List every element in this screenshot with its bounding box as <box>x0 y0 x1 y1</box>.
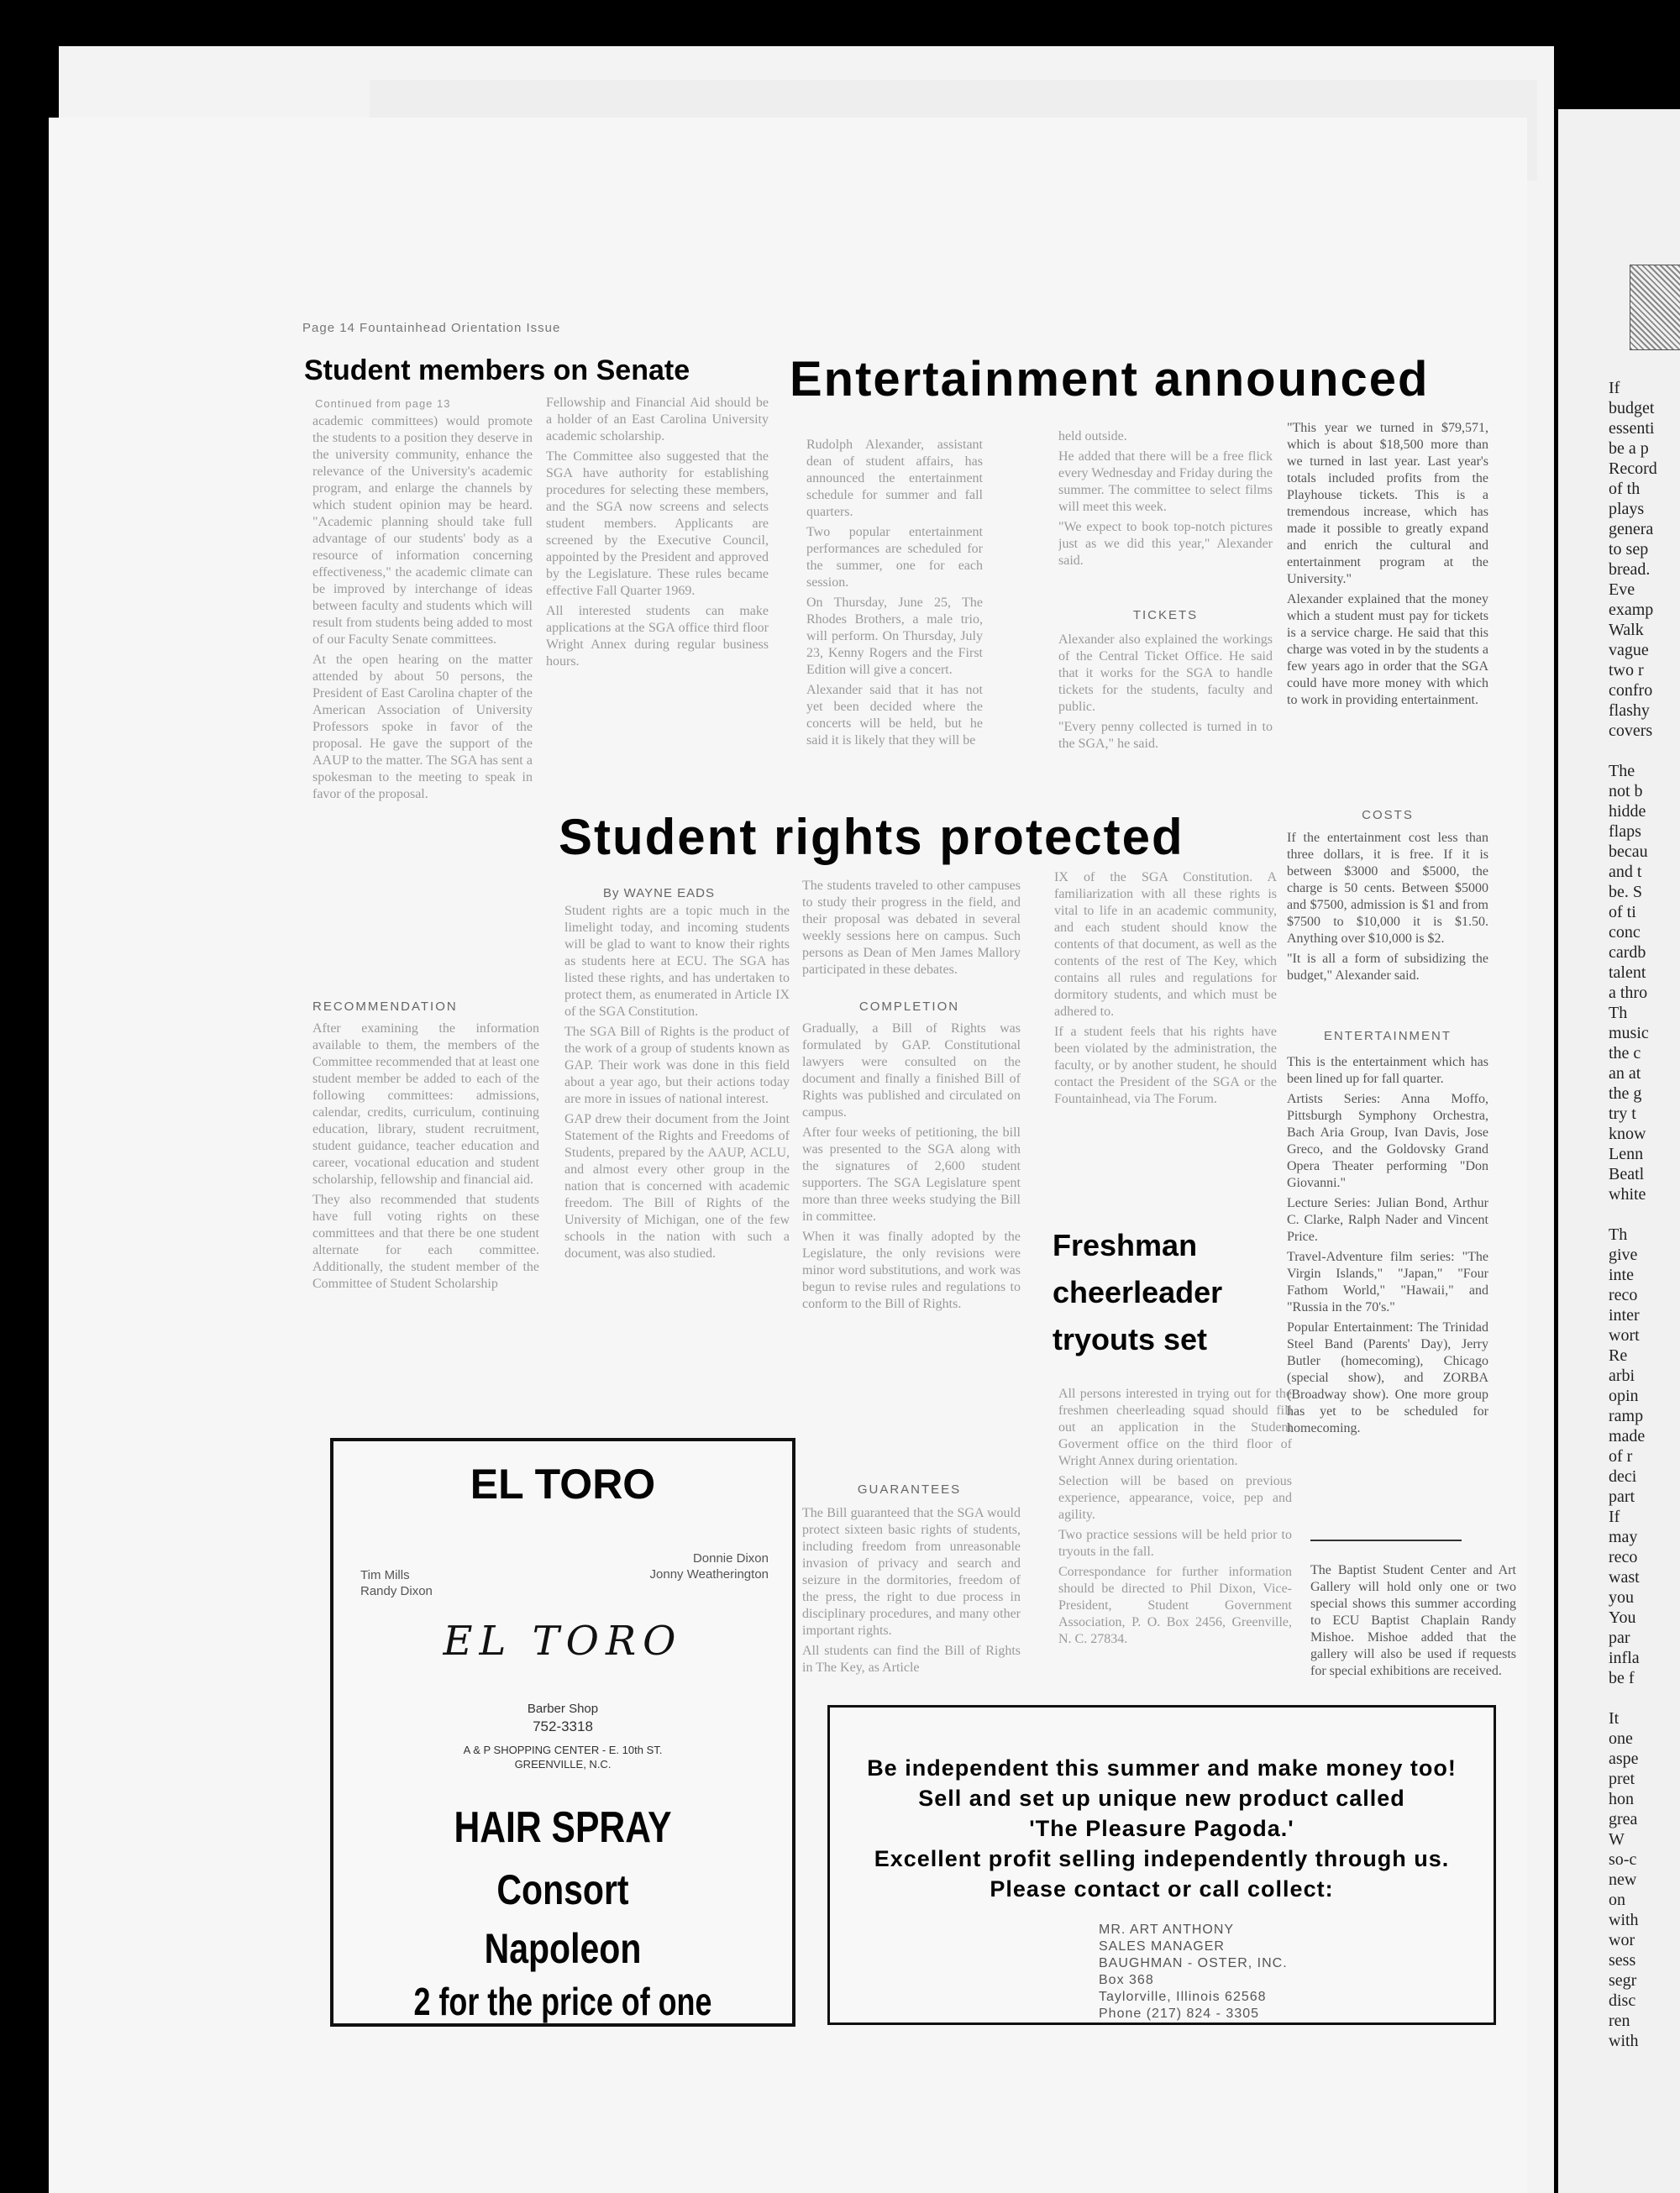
adjacent-text-line <box>1609 741 1680 761</box>
paragraph: Alexander also explained the workings of the Central Ticket Office. He said that it works for the SGA to handle tickets for the students, faculty and public. <box>1058 632 1273 714</box>
adjacent-text-line: try t <box>1609 1104 1636 1123</box>
paragraph: Two practice sessions will be held prior to tryouts in the fall. <box>1058 1528 1292 1559</box>
adjacent-text-line: a thro <box>1609 984 1648 1002</box>
shop-address: A & P SHOPPING CENTER - E. 10th ST. <box>463 1744 663 1756</box>
paragraph: Lecture Series: Julian Bond, Arthur C. Clarke, Ralph Nader and Vincent Price. <box>1287 1196 1488 1244</box>
rights-headline: Student rights protected <box>559 809 1184 865</box>
adjacent-text-line: budget <box>1609 399 1655 417</box>
paragraph: All interested students can make applications at the SGA office third floor Wright Annex during regular business hours. <box>546 604 769 669</box>
adjacent-text-line: with <box>1609 1911 1639 1929</box>
adjacent-text-line: deci <box>1609 1467 1637 1486</box>
adjacent-text-line: two r <box>1609 661 1644 679</box>
adjacent-text-line: examp <box>1609 601 1654 619</box>
adjacent-text-line: reco <box>1609 1286 1638 1304</box>
adjacent-text-line <box>1609 1688 1680 1708</box>
senate-column-1 <box>312 413 533 858</box>
adjacent-text-line: music <box>1609 1024 1649 1042</box>
adjacent-text-line: reco <box>1609 1548 1638 1566</box>
subhead-tickets: TICKETS <box>1132 608 1199 622</box>
pitch-line: Please contact or call collect: <box>990 1876 1334 1902</box>
paragraph: Travel-Adventure film series: "The Virgin Islands," "Japan," "Four Fathom World," "Hawaii," and "Russia in the 70's." <box>1287 1250 1488 1314</box>
adjacent-text-line: cardb <box>1609 943 1646 962</box>
shop-city: GREENVILLE, N.C. <box>514 1758 612 1771</box>
paragraph: Correspondance for further information should be directed to Phil Dixon, Vice-President, Student Government Association, P. O. Box 2456, Greenville, N. C. 27834. <box>1058 1565 1292 1646</box>
paragraph: The SGA Bill of Rights is the product of the work of a group of students known as GAP. Their work was done in this field about a year ago, but their actions today are more in issues of national interest. <box>564 1025 790 1106</box>
senate-column-1b <box>312 1020 539 1428</box>
paragraph: When it was finally adopted by the Legislature, the only revisions were minor word substitutions, and work was begun to revise rules and regulations to conform to the Bill of Rights. <box>802 1230 1021 1311</box>
paragraph: Fellowship and Financial Aid should be a holder of an East Carolina University academic scholarship. <box>546 396 769 443</box>
entertainment-column-2 <box>1058 428 1273 596</box>
adjacent-text-line: be f <box>1609 1669 1635 1687</box>
contact-line: Phone (217) 824 - 3305 <box>1099 2007 1260 2021</box>
paragraph: Gradually, a Bill of Rights was formulated by GAP. Constitutional lawyers were consulted on the document and finally a finished Bill of Rights was published and circulated on campus. <box>802 1021 1021 1120</box>
adjacent-text-line: part <box>1609 1487 1635 1506</box>
adjacent-text-line: grea <box>1609 1810 1638 1828</box>
adjacent-text-line: not b <box>1609 782 1643 800</box>
adjacent-text-line: an at <box>1609 1064 1641 1083</box>
paragraph: The Committee also suggested that the SGA have authority for establishing procedures for selecting these members, and the SGA now screens and selects student members. Applicants are screened by the Executive Council, appointed by the President and approved by the Legislature. These rules became effective Fall Quarter 1969. <box>546 449 769 598</box>
page-header: Page 14 Fountainhead Orientation Issue <box>302 321 561 335</box>
barber-name: Donnie Dixon <box>692 1551 769 1566</box>
adjacent-text-line: plays <box>1609 500 1645 518</box>
paragraph: IX of the SGA Constitution. A familiarization with all these rights is vital to life in an academic community, and each student should know the contents of that document, as well as the contents of the rest of The Key, which contains all rules and regulations for dormitory students, and which must be adhered to. <box>1054 870 1277 1019</box>
eltoro-ad <box>330 1438 795 2027</box>
barber-name: Randy Dixon <box>360 1584 433 1598</box>
adjacent-text-line: covers <box>1609 721 1653 740</box>
adjacent-text-line: Th <box>1609 1004 1628 1022</box>
adjacent-text-line: flashy <box>1609 701 1650 720</box>
adjacent-text-line: sess <box>1609 1951 1636 1970</box>
paragraph: If the entertainment cost less than three dollars, it is free. If it is between $3000 and $5000, the charge is 50 cents. Between $5000 and $7500, admission is $1 and from $7500 to $10,000 it is $1.50. Anything over $10,000 is $2. <box>1287 831 1488 946</box>
adjacent-text-line: to sep <box>1609 540 1649 559</box>
adjacent-text-line: may <box>1609 1528 1638 1546</box>
cheer-headline-line: tryouts set <box>1053 1322 1208 1356</box>
pagoda-pitch <box>830 1753 1494 1904</box>
baptist-brief <box>1310 1562 1516 1705</box>
adjacent-text-line: hidde <box>1609 802 1646 821</box>
paragraph: Popular Entertainment: The Trinidad Steel Band (Parents' Day), Jerry Butler (homecoming), Chicago (special show), and ZORBA (Broadway show). One more group has yet to be scheduled for homecoming. <box>1287 1320 1488 1435</box>
adjacent-text-line: Th <box>1609 1225 1628 1244</box>
adjacent-text-line: Re <box>1609 1346 1628 1365</box>
paragraph: GAP drew their document from the Joint Statement of the Rights and Freedoms of Students, prepared by the AAUP, ACLU, and almost every other group in the nation that is concerned with academic freedom. The Bill of Rights of the University of Michigan, one of the few schools in the nation with such a document, was also studied. <box>564 1112 790 1261</box>
pagoda-contact <box>1099 1922 1288 2022</box>
contact-line: MR. ART ANTHONY <box>1099 1923 1235 1937</box>
adjacent-text-line: genera <box>1609 520 1654 538</box>
subhead-completion: COMPLETION <box>858 999 960 1014</box>
shop-phone: 752-3318 <box>533 1718 593 1734</box>
contact-line: Taylorville, Illinois 62568 <box>1099 1990 1267 2004</box>
cheer-headline <box>1053 1222 1222 1363</box>
barbers-left <box>360 1567 433 1599</box>
adjacent-text-line: ren <box>1609 2012 1630 2030</box>
adjacent-text-line: know <box>1609 1125 1646 1143</box>
adjacent-text-line: bread. <box>1609 560 1651 579</box>
adjacent-text-line: W <box>1609 1830 1625 1849</box>
adjacent-text-line: disc <box>1609 1991 1636 2010</box>
adjacent-text-line: aspe <box>1609 1750 1639 1768</box>
adjacent-text-line: You <box>1609 1608 1636 1627</box>
adjacent-text-line: wort <box>1609 1326 1640 1345</box>
adjacent-text-line: Lenn <box>1609 1145 1644 1163</box>
contact-line: BAUGHMAN - OSTER, INC. <box>1099 1956 1288 1970</box>
pitch-line: Excellent profit selling independently through us. <box>874 1846 1450 1871</box>
adjacent-text-line: confro <box>1609 681 1653 700</box>
adjacent-text-lines <box>1609 378 1680 2051</box>
paragraph: held outside. <box>1058 429 1127 443</box>
paragraph: They also recommended that students have full voting rights on these committees and that there be one student alternate for each committee. Additionally, the student member of the Committee of Student Scholarship <box>312 1193 539 1291</box>
eltoro-logo: EL TORO <box>443 1618 683 1665</box>
adjacent-text-line: you <box>1609 1588 1634 1607</box>
adjacent-text-line: talent <box>1609 963 1646 982</box>
paragraph: academic committees) would promote the students to a position they deserve in the university community, enhance the relevance of the University's academic program, and enlarge the channels by which student opinion may be heard. "Academic planning should take full advantage of our students' body as a resource of information concerning effectiveness," the academic climate can be improved by interchange of ideas between faculty and students which will result from students being added to most of our Faculty Senate committees. <box>312 414 533 647</box>
adjacent-text-line: If <box>1609 1508 1620 1526</box>
adjacent-text-line: pret <box>1609 1770 1635 1788</box>
ad-line-consort: Consort <box>496 1866 629 1913</box>
ad-line-offer: 2 for the price of one <box>413 1980 712 2023</box>
adjacent-text-line: opin <box>1609 1387 1639 1405</box>
senate-column-2 <box>546 395 769 777</box>
adjacent-text-line: par <box>1609 1629 1630 1647</box>
barbers-right <box>650 1550 769 1582</box>
adjacent-text-line: on <box>1609 1891 1625 1909</box>
pitch-line: Sell and set up unique new product called <box>918 1786 1405 1811</box>
adjacent-text-line: new <box>1609 1870 1637 1889</box>
adjacent-text-line: Record <box>1609 459 1657 478</box>
adjacent-text-line: of ti <box>1609 903 1636 921</box>
paragraph: The Baptist Student Center and Art Gallery will hold only one or two special shows this summer according to ECU Baptist Chaplain Randy Mishoe. Mishoe added that the gallery will also be used if requests for special exhibitions are received. <box>1310 1563 1516 1678</box>
adjacent-page-text <box>1609 378 1680 2175</box>
adjacent-text-line: and t <box>1609 863 1642 881</box>
adjacent-text-line: infla <box>1609 1649 1640 1667</box>
entertainment-column-2b <box>1058 632 1273 766</box>
subhead-guarantees: GUARANTEES <box>857 1482 962 1497</box>
adjacent-text-line: so-c <box>1609 1850 1637 1869</box>
paragraph: "It is all a form of subsidizing the budget," Alexander said. <box>1287 952 1488 983</box>
contact-line: SALES MANAGER <box>1099 1939 1225 1954</box>
entertainment-column-3b <box>1287 830 1488 1023</box>
adjacent-text-line: Beatl <box>1609 1165 1645 1183</box>
adjacent-text-line: made <box>1609 1427 1646 1445</box>
paragraph: "We expect to book top-notch pictures just as we did this year," Alexander said. <box>1058 520 1273 568</box>
paragraph: Artists Series: Anna Moffo, Pittsburgh Symphony Orchestra, Bach Aria Group, Ivan Davis, Jose Greco, and the Goldovsky Grand Opera Theater performing "Don Giovanni." <box>1287 1092 1488 1190</box>
adjacent-text-line: segr <box>1609 1971 1637 1990</box>
adjacent-text-line: Walk <box>1609 621 1644 639</box>
paragraph: "This year we turned in $79,571, which is about $18,500 more than we turned in last year. Last year's totals included profits from the Playhouse tickets. This is a tremendous increase, which has made it possible to greatly expand and enrich the cultural and entertainment program at the University." <box>1287 421 1488 586</box>
paragraph: All students can find the Bill of Rights in The Key, as Article <box>802 1644 1021 1675</box>
adjacent-text-line: be a p <box>1609 439 1649 458</box>
adjacent-text-line: the g <box>1609 1084 1642 1103</box>
paragraph: Alexander said that it has not yet been decided where the concerts will be held, but he said it is likely that they will be <box>806 683 983 748</box>
adjacent-text-line: becau <box>1609 842 1648 861</box>
divider <box>1310 1540 1462 1541</box>
rights-column-1 <box>564 903 790 1474</box>
adjacent-text-line: white <box>1609 1185 1646 1204</box>
entertainment-column-3c <box>1287 1054 1488 1529</box>
pagoda-ad <box>827 1705 1496 2025</box>
ad-line-napoleon: Napoleon <box>484 1925 642 1972</box>
paragraph: The students traveled to other campuses to study their progress in the field, and their proposal was debated in several weekly sessions here on campus. Such persons as Dean of Men James Mallory participated in these debates. <box>802 879 1021 977</box>
adjacent-text-line: conc <box>1609 923 1641 942</box>
adjacent-text-line: essenti <box>1609 419 1655 438</box>
rights-column-3 <box>1054 869 1277 1209</box>
ornament-box <box>1630 265 1680 350</box>
paragraph: Two popular entertainment performances are scheduled for the summer, one for each session. <box>806 525 983 590</box>
paragraph: Student rights are a topic much in the limelight today, and incoming students will be glad to want to know their rights as students here at ECU. The SGA has listed these rights, and has undertaken to protect them, as enumerated in Article IX of the SGA Constitution. <box>564 904 790 1019</box>
adjacent-text-line: wast <box>1609 1568 1640 1587</box>
paragraph: At the open hearing on the matter attended by about 50 persons, the President of East Carolina chapter of the American Association of University Professors spoke in favor of the proposal. He gave the support of the AAUP to the matter. The SGA has sent a spokesman to the meeting to speak in favor of the proposal. <box>312 653 533 801</box>
paragraph: If a student feels that his rights have been violated by the administration, the faculty, or by another student, he should contact the President of the SGA or the Fountainhead, via The Forum. <box>1054 1025 1277 1106</box>
entertainment-headline: Entertainment announced <box>790 352 1430 407</box>
paragraph: The Bill guaranteed that the SGA would protect sixteen basic rights of students, including freedom from unreasonable invasion of privacy and search and seizure in the dormitories, freedom of the press, the right to due process in disciplinary procedures, and many other important rights. <box>802 1506 1021 1638</box>
adjacent-text-line: of r <box>1609 1447 1633 1466</box>
entertainment-column-3 <box>1287 420 1488 802</box>
adjacent-text-line: inter <box>1609 1306 1640 1325</box>
paragraph: This is the entertainment which has been lined up for fall quarter. <box>1287 1055 1488 1086</box>
adjacent-text-line: the c <box>1609 1044 1641 1062</box>
adjacent-text-line: arbi <box>1609 1367 1635 1385</box>
adjacent-text-line: flaps <box>1609 822 1641 841</box>
paragraph: Selection will be based on previous experience, appearance, voice, pep and agility. <box>1058 1474 1292 1522</box>
cheer-headline-line: Freshman <box>1053 1228 1198 1262</box>
cheer-body <box>1058 1386 1292 1684</box>
paragraph: On Thursday, June 25, The Rhodes Brothers, a male trio, will perform. On Thursday, July 23, Kenny Rogers and the First Edition will give a concert. <box>806 595 983 677</box>
pitch-line: 'The Pleasure Pagoda.' <box>1029 1816 1294 1841</box>
senate-continued: Continued from page 13 <box>315 397 451 410</box>
subhead-entertainment: ENTERTAINMENT <box>1323 1029 1452 1043</box>
adjacent-text-line: hon <box>1609 1790 1634 1808</box>
barber-name: Tim Mills <box>360 1568 410 1582</box>
adjacent-text-line: wor <box>1609 1931 1635 1949</box>
cheer-headline-line: cheerleader <box>1053 1275 1223 1309</box>
paragraph: Alexander explained that the money which a student must pay for tickets is a service charge. He said that this charge was voted in by the students a few years ago in order that the SGA could have more money with which to work in providing entertainment. <box>1287 592 1488 707</box>
adjacent-text-line: give <box>1609 1246 1638 1264</box>
shop-name: Barber Shop <box>527 1702 599 1716</box>
adjacent-text-line <box>1609 1204 1680 1225</box>
barber-name: Jonny Weatherington <box>649 1567 769 1582</box>
paragraph: All persons interested in trying out for the freshmen cheerleading squad should fill out an application in the Student Goverment office on the third floor of Wright Annex during orientation. <box>1058 1387 1292 1468</box>
senate-headline: Student members on Senate <box>304 354 690 386</box>
paragraph: After four weeks of petitioning, the bill was presented to the SGA along with the signatures of 2,600 student supporters. The SGA Legislature spent more than three weeks studying the Bill in committee. <box>802 1125 1021 1224</box>
adjacent-text-line: If <box>1609 379 1620 397</box>
rights-column-2b <box>802 1020 1021 1478</box>
subhead-costs: COSTS <box>1362 808 1414 822</box>
ad-line-hair-spray: HAIR SPRAY <box>454 1803 672 1852</box>
contact-line: Box 368 <box>1099 1973 1154 1987</box>
adjacent-text-line: ramp <box>1609 1407 1644 1425</box>
adjacent-text-line: Eve <box>1609 580 1635 599</box>
pitch-line: Be independent this summer and make money too! <box>867 1755 1457 1781</box>
adjacent-text-line: with <box>1609 2032 1639 2050</box>
adjacent-text-line: It <box>1609 1709 1620 1728</box>
paragraph: Rudolph Alexander, assistant dean of student affairs, has announced the entertainment schedule for summer and fall quarters. <box>806 438 983 519</box>
subhead-recommendation: RECOMMENDATION <box>312 999 458 1014</box>
adjacent-text-line: be. S <box>1609 883 1642 901</box>
adjacent-text-line: inte <box>1609 1266 1634 1284</box>
paragraph: "Every penny collected is turned in to the SGA," he said. <box>1058 720 1273 751</box>
paragraph: After examining the information available to them, the members of the Committee recommended that at least one student member be added to each of the following committees: admissions, calendar, credits, curriculum, continuing education, library, student recruitment, student guidance, teacher education and career, vocational education and student scholarship, fellowship and financial aid. <box>312 1021 539 1187</box>
adjacent-text-line: of th <box>1609 480 1641 498</box>
adjacent-text-line: one <box>1609 1729 1633 1748</box>
rights-byline: By WAYNE EADS <box>603 886 716 900</box>
paragraph: He added that there will be a free flick every Wednesday and Friday during the summer. The committee to select films will meet this week. <box>1058 449 1273 514</box>
rights-column-2c <box>802 1505 1021 1694</box>
adjacent-text-line: vague <box>1609 641 1649 659</box>
entertainment-column-1 <box>806 437 983 773</box>
adjacent-text-line: The <box>1609 762 1635 780</box>
eltoro-title: EL TORO <box>470 1461 656 1508</box>
